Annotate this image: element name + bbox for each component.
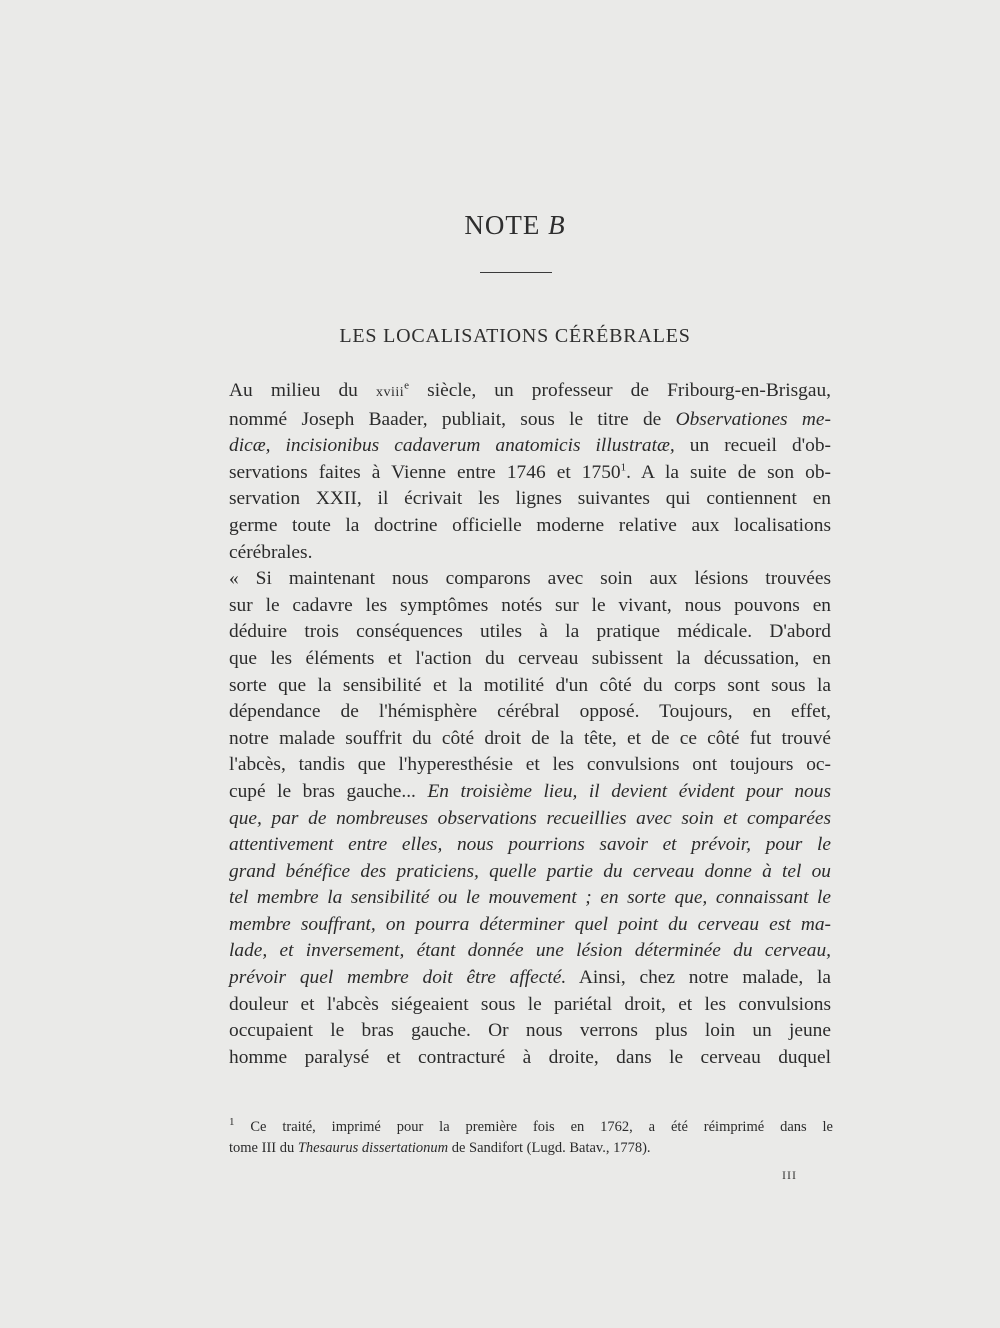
text-line: nommé Joseph Baader, publiait, sous le titre de Observationes me- xyxy=(229,408,831,430)
note-heading xyxy=(0,210,1000,241)
text-line: dépendance de l'hémisphère cérébral opposé. Toujours, en effet, xyxy=(229,701,831,723)
footnote xyxy=(229,1117,833,1159)
page-number: III xyxy=(782,1168,797,1182)
text-line: déduire trois conséquences utiles à la pratique médicale. D'abord xyxy=(229,621,831,643)
text-line: douleur et l'abcès siégeaient sous le pariétal droit, et les convulsions xyxy=(229,993,831,1015)
text-line: grand bénéfice des praticiens, quelle partie du cerveau donne à tel ou xyxy=(229,860,831,882)
paragraph-2 xyxy=(229,566,831,1071)
text-line: membre souffrant, on pourra déterminer quel point du cerveau est ma- xyxy=(229,913,831,935)
text-line: lade, et inversement, étant donnée une lésion déterminée du cerveau, xyxy=(229,940,831,962)
text-line: sorte que la sensibilité et la motilité d'un côté du corps sont sous la xyxy=(229,674,831,696)
note-word: NOTE xyxy=(464,210,541,240)
text-line: l'abcès, tandis que l'hyperesthésie et les convulsions ont toujours oc- xyxy=(229,754,831,776)
text-line: notre malade souffrit du côté droit de la tête, et de ce côté fut trouvé xyxy=(229,727,831,749)
text-line: « Si maintenant nous comparons avec soin aux lésions trouvées xyxy=(229,568,831,590)
text-line: tel membre la sensibilité ou le mouvement ; en sorte que, connaissant le xyxy=(229,887,831,909)
text-line: attentivement entre elles, nous pourrions savoir et prévoir, pour le xyxy=(229,834,831,856)
text-line: sur le cadavre les symptômes notés sur le vivant, nous pouvons en xyxy=(229,594,831,616)
text-line: servations faites à Vienne entre 1746 et 1750$^1$. A la suite de son ob- xyxy=(229,461,831,483)
text-line: prévoir quel membre doit être affecté. Ainsi, chez notre malade, la xyxy=(229,967,831,989)
text-line: cupé le bras gauche... En troisième lieu, il devient évident pour nous xyxy=(229,780,831,802)
footnote-ref: 1 xyxy=(620,461,627,474)
text-line: servation XXII, il écrivait les lignes suivantes qui contiennent en xyxy=(229,488,831,510)
heading-rule xyxy=(480,272,552,273)
text-line: cérébrales. xyxy=(229,541,313,563)
footnote-line: tome III du Thesaurus dissertationum de Sandifort (Lugd. Batav., 1778). xyxy=(229,1140,651,1156)
text-line: occupaient le bras gauche. Or nous verrons plus loin un jeune xyxy=(229,1020,831,1042)
paragraph-1 xyxy=(229,378,831,566)
footnote-line: $^1$ Ce traité, imprimé pour la première fois en 1762, a été réimprimé dans le xyxy=(229,1116,833,1135)
note-letter: B xyxy=(548,210,566,240)
footnote-marker: 1 xyxy=(229,1116,235,1129)
text-line: Au milieu du xviii$^e$ siècle, un professeur de Fribourg-en-Brisgau, xyxy=(229,379,831,401)
text-line: homme paralysé et contracturé à droite, dans le cerveau duquel xyxy=(229,1046,831,1068)
text-line: dicæ, incisionibus cadaverum anatomicis illustratæ, un recueil d'ob- xyxy=(229,435,831,457)
text-line: que, par de nombreuses observations recueillies avec soin et comparées xyxy=(229,807,831,829)
text-line: que les éléments et l'action du cerveau subissent la décussation, en xyxy=(229,647,831,669)
section-title: LES LOCALISATIONS CÉRÉBRALES xyxy=(339,325,691,347)
main-text xyxy=(229,378,831,1071)
text-line: germe toute la doctrine officielle moderne relative aux localisations xyxy=(229,514,831,536)
